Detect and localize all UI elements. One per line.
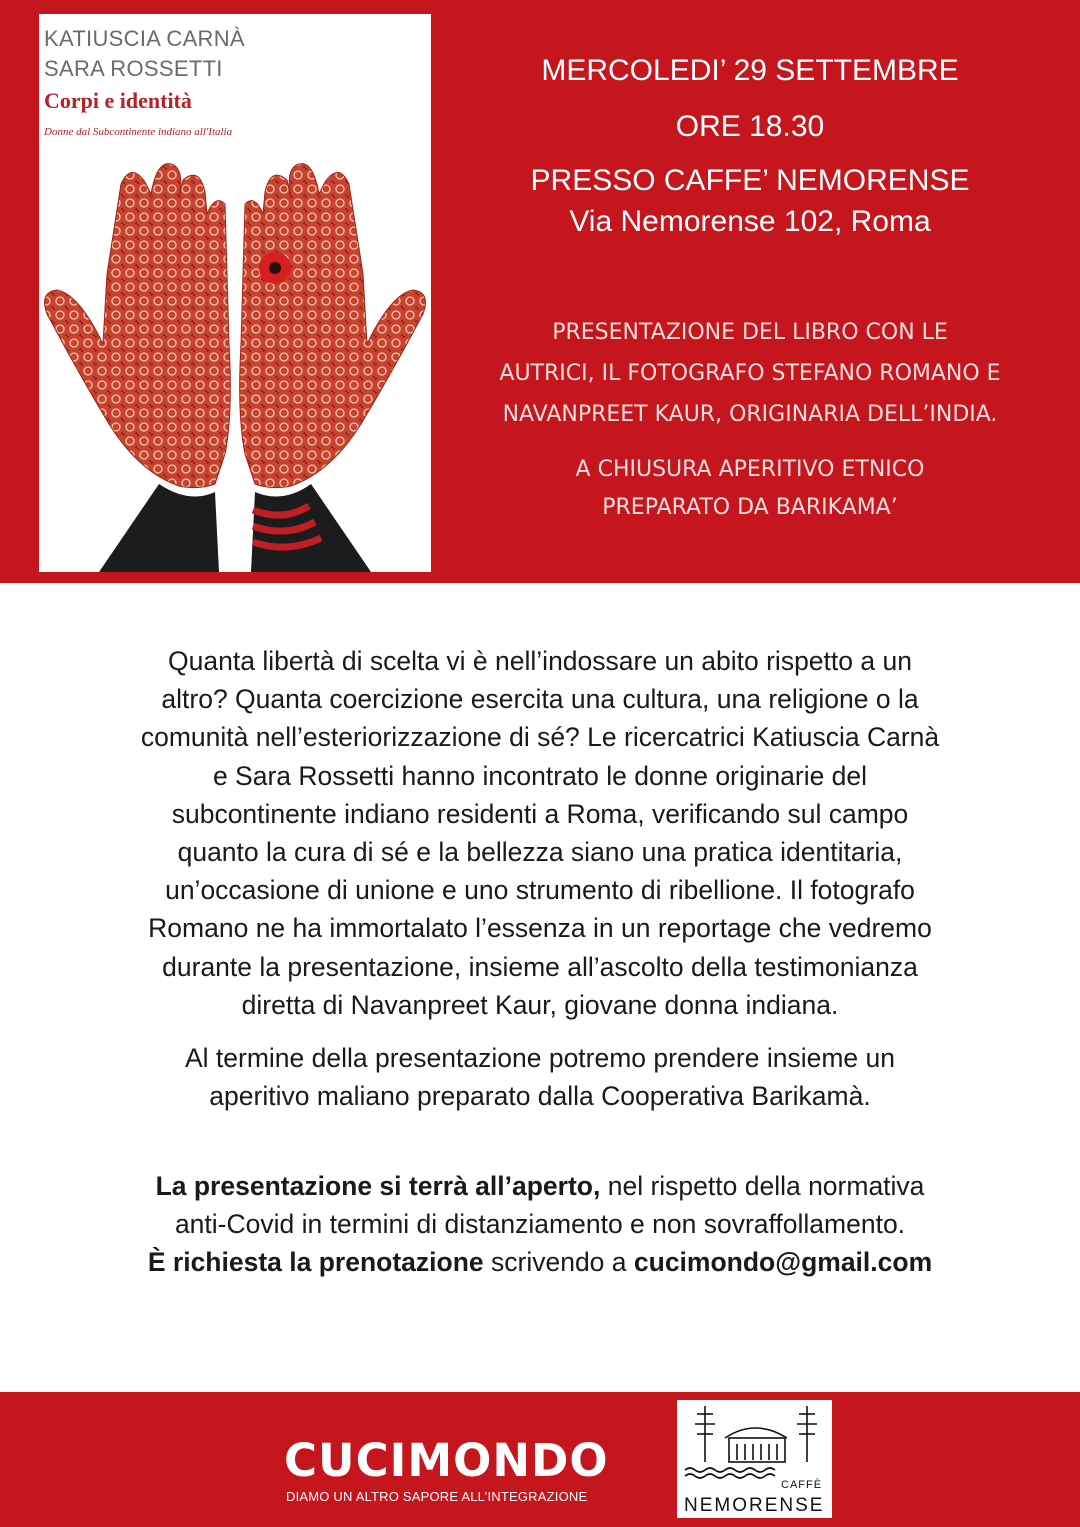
- henna-hands-illustration: [39, 154, 431, 572]
- notice-text: nel rispetto della normativa: [600, 1171, 925, 1201]
- aperitivo-line: A CHIUSURA APERITIVO ETNICO: [575, 457, 925, 482]
- aperitivo-line: PREPARATO DA BARIKAMA’: [602, 495, 898, 520]
- description-line: durante la presentazione, insieme all’ascolto della testimonianza: [162, 951, 918, 982]
- presentation-line: NAVANPREET KAUR, ORIGINARIA DELL’INDIA.: [502, 402, 998, 427]
- event-time: ORE 18.30: [675, 110, 825, 143]
- presentation-line: AUTRICI, IL FOTOGRAFO STEFANO ROMANO E: [499, 361, 1001, 386]
- notice-paragraph: [60, 1167, 1020, 1282]
- event-address: Via Nemorense 102, Roma: [569, 205, 931, 238]
- cover-author-1: KATIUSCIA CARNÀ: [44, 26, 245, 51]
- description-line: quanto la cura di sé e la bellezza siano una pratica identitaria,: [177, 837, 903, 868]
- aperitivo-text-line: aperitivo maliano preparato dalla Cooperativa Barikamà.: [209, 1081, 871, 1112]
- aperitivo-paragraph: [60, 1039, 1020, 1115]
- notice-text: scrivendo a: [483, 1247, 634, 1278]
- event-venue: PRESSO CAFFE’ NEMORENSE: [530, 164, 970, 197]
- cover-author-2: SARA ROSSETTI: [44, 56, 223, 81]
- description-line: subcontinente indiano residenti a Roma, verificando sul campo: [171, 798, 909, 829]
- presentation-line: PRESENTAZIONE DEL LIBRO CON LE: [552, 320, 948, 345]
- booking-email-link[interactable]: cucimondo@gmail.com: [633, 1247, 933, 1278]
- cover-subtitle: Donne dal Subcontinente indiano all'Italia: [44, 126, 233, 138]
- notice-text: anti-Covid in termini di distanziamento e non sovraffollamento.: [174, 1209, 906, 1240]
- nemorense-label: NEMORENSE: [684, 1495, 825, 1516]
- description-paragraph: [60, 642, 1020, 1024]
- cucimondo-logo: CUCIMONDO: [284, 1434, 609, 1487]
- booking-notice: È richiesta la prenotazione: [147, 1247, 484, 1278]
- description-line: e Sara Rossetti hanno incontrato le donne originarie del: [212, 760, 868, 791]
- description-line: Quanta libertà di scelta vi è nell’indossare un abito rispetto a un: [168, 646, 912, 676]
- book-cover: [39, 14, 431, 572]
- cover-title: Corpi e identità: [44, 88, 192, 113]
- caffe-building-icon: [677, 1400, 832, 1480]
- description-line: Romano ne ha immortalato l’essenza in un reportage che vedremo: [148, 913, 932, 944]
- cucimondo-tagline: DIAMO UN ALTRO SAPORE ALL’INTEGRAZIONE: [286, 1489, 588, 1504]
- description-line: diretta di Navanpreet Kaur, giovane donna indiana.: [241, 989, 839, 1020]
- description-line: altro? Quanta coercizione esercita una cultura, una religione o la: [161, 684, 919, 715]
- outdoor-notice: La presentazione si terrà all’aperto,: [155, 1171, 601, 1201]
- aperitivo-text-line: Al termine della presentazione potremo prendere insieme un: [184, 1043, 895, 1073]
- caffe-label: CAFFÈ: [781, 1479, 823, 1491]
- caffe-nemorense-logo: [677, 1400, 832, 1518]
- description-line: un’occasione di unione e uno strumento di ribellione. Il fotografo: [165, 875, 915, 906]
- event-date: MERCOLEDI’ 29 SETTEMBRE: [541, 54, 959, 87]
- description-line: comunità nell’esteriorizzazione di sé? Le ricercatrici Katiuscia Carnà: [140, 722, 940, 753]
